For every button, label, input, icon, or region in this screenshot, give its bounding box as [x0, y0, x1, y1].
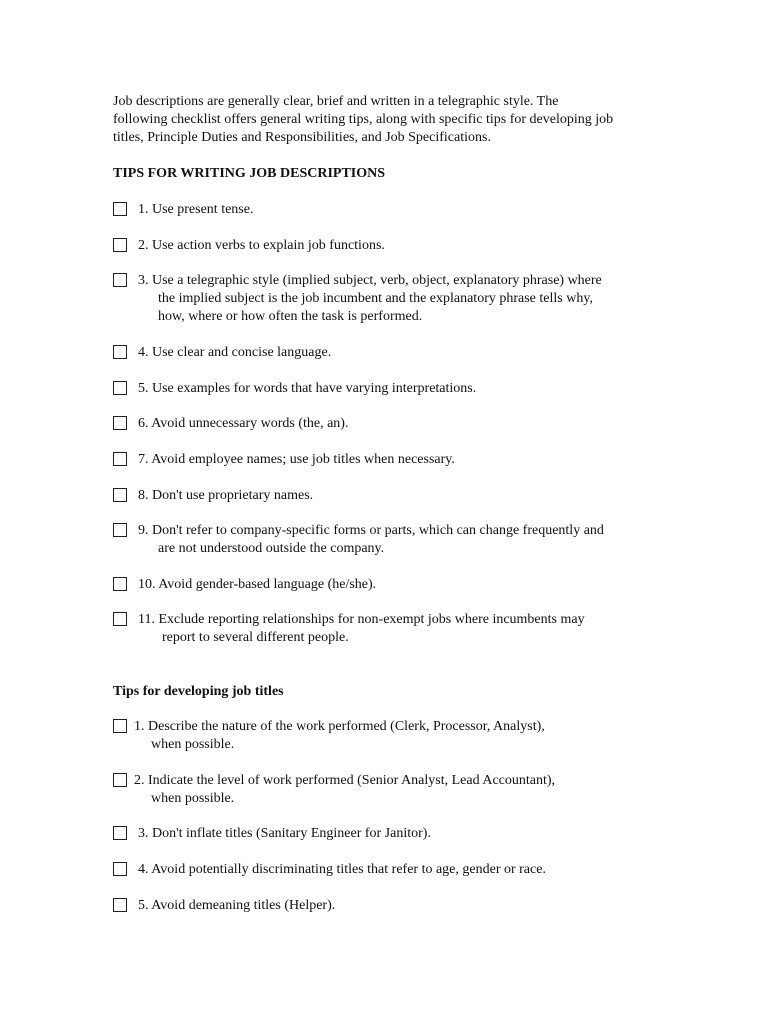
checkbox[interactable]: [113, 488, 127, 502]
item-text: 2. Indicate the level of work performed (Senior Analyst, Lead Accountant),: [134, 773, 556, 788]
checkbox[interactable]: [113, 577, 127, 591]
checkbox[interactable]: [113, 523, 127, 537]
intro-line-3: titles, Principle Duties and Responsibilities, and Job Specifications.: [113, 130, 491, 145]
checkbox[interactable]: [113, 345, 127, 359]
checkbox[interactable]: [113, 452, 127, 466]
item-text-continued: the implied subject is the job incumbent and the explanatory phrase tells why,: [158, 291, 593, 306]
item-text-continued: when possible.: [151, 791, 235, 806]
item-text: 3. Don't inflate titles (Sanitary Engineer for Janitor).: [138, 826, 431, 841]
section-heading-job-titles: Tips for developing job titles: [113, 684, 284, 699]
item-text-continued: are not understood outside the company.: [158, 541, 385, 556]
checkbox[interactable]: [113, 826, 127, 840]
item-text: 5. Use examples for words that have varying interpretations.: [138, 381, 477, 396]
checkbox[interactable]: [113, 238, 127, 252]
item-text-continued: how, where or how often the task is performed.: [158, 309, 423, 324]
checkbox[interactable]: [113, 773, 127, 787]
checkbox[interactable]: [113, 862, 127, 876]
item-text: 1. Describe the nature of the work performed (Clerk, Processor, Analyst),: [134, 719, 545, 734]
item-text: 4. Use clear and concise language.: [138, 345, 332, 360]
checkbox[interactable]: [113, 202, 127, 216]
item-text: 8. Don't use proprietary names.: [138, 488, 314, 503]
checkbox[interactable]: [113, 416, 127, 430]
checkbox[interactable]: [113, 381, 127, 395]
item-text: 11. Exclude reporting relationships for non-exempt jobs where incumbents may: [138, 612, 585, 627]
intro-line-1: Job descriptions are generally clear, brief and written in a telegraphic style. The: [113, 94, 559, 109]
item-text: 9. Don't refer to company-specific forms or parts, which can change frequently and: [138, 523, 604, 538]
checkbox[interactable]: [113, 273, 127, 287]
intro-line-2: following checklist offers general writing tips, along with specific tips for developing job: [113, 112, 614, 127]
item-text: 5. Avoid demeaning titles (Helper).: [138, 898, 336, 913]
item-text: 6. Avoid unnecessary words (the, an).: [138, 416, 349, 431]
item-text: 4. Avoid potentially discriminating titles that refer to age, gender or race.: [138, 862, 546, 877]
item-text: 3. Use a telegraphic style (implied subject, verb, object, explanatory phrase) where: [138, 273, 602, 288]
checkbox[interactable]: [113, 898, 127, 912]
item-text: 10. Avoid gender-based language (he/she).: [138, 577, 377, 592]
checkbox[interactable]: [113, 612, 127, 626]
item-text: 1. Use present tense.: [138, 202, 254, 217]
intro-paragraph: [113, 93, 673, 147]
item-text: 7. Avoid employee names; use job titles when necessary.: [138, 452, 455, 467]
checkbox[interactable]: [113, 719, 127, 733]
item-text-continued: report to several different people.: [162, 630, 349, 645]
item-text: 2. Use action verbs to explain job functions.: [138, 238, 385, 253]
section-heading-writing-tips: TIPS FOR WRITING JOB DESCRIPTIONS: [113, 166, 386, 181]
item-text-continued: when possible.: [151, 737, 235, 752]
